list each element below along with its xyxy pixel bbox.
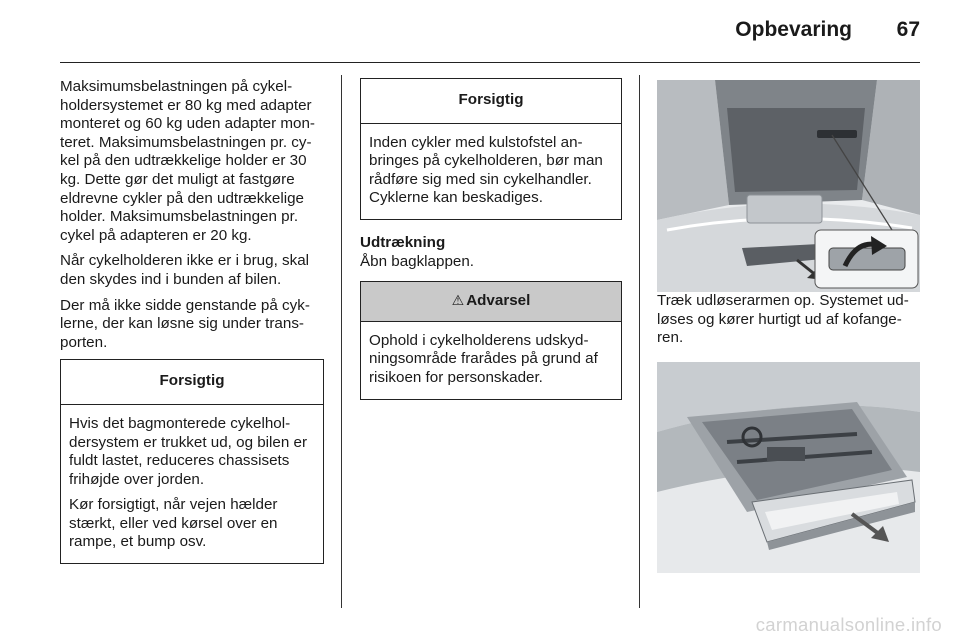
warning-icon: ⚠ xyxy=(451,292,465,309)
caution-title: Forsigtig xyxy=(61,360,323,405)
bike-carrier-extended-illustration xyxy=(657,362,920,573)
warning-text: Ophold i cykelholderens udskydningsområde frarådes på grund af risikoen for personskader. xyxy=(369,331,598,386)
column-1 xyxy=(60,78,324,578)
column-divider xyxy=(341,75,342,608)
caution-text: Kør forsigtigt, når vejen hælder stærkt, eller ved kørsel over en rampe, et bump osv. xyxy=(69,496,278,551)
caution-text: Hvis det bagmonterede cykelholdersystem er trukket ud, og bilen er fuldt lastet, reduceres chassisets frihøjde over jorden. xyxy=(69,414,308,488)
page-title: Opbevaring xyxy=(735,18,852,41)
caution-title: Forsigtig xyxy=(361,79,621,124)
figure-caption: Træk udløserarmen op. Systemet udløses og kører hurtigt ud af kofangeren. xyxy=(657,292,909,347)
column-2 xyxy=(360,78,622,414)
warning-body xyxy=(361,322,621,399)
warning-header xyxy=(361,282,621,322)
tailgate-release-illustration xyxy=(657,80,920,292)
paragraph-stow: Når cykelholderen ikke er i brug, skal den skydes ind i bunden af bilen. xyxy=(60,252,310,288)
column-3 xyxy=(657,78,920,573)
section-text: Åbn bagklappen. xyxy=(360,252,475,270)
warning-box xyxy=(360,281,622,399)
watermark: carmanualsonline.info xyxy=(755,614,942,635)
page-header xyxy=(60,0,920,63)
warning-title: Advarsel xyxy=(466,292,531,310)
caution-box-carbon-frames xyxy=(360,78,622,220)
column-divider xyxy=(639,75,640,608)
caution-body xyxy=(361,124,621,219)
caution-body xyxy=(61,405,323,563)
section-title: Udtrækning xyxy=(360,233,446,251)
paragraph-loose-items: Der må ikke sidde genstande på cyklerne, der kan løsne sig under transporten. xyxy=(60,296,310,351)
caution-text: Inden cykler med kulstofstel anbringes på cykelholderen, bør man rådføre sig med sin cykelhandler. Cyklerne kan beskadiges. xyxy=(369,133,603,207)
caution-box-ground-clearance xyxy=(60,359,324,564)
page-number: 67 xyxy=(896,18,920,41)
paragraph-load-limits: Maksimumsbelastningen på cykelholdersystemet er 80 kg med adapter monteret og 60 kg uden adapter monteret. Maksimumsbelastningen pr. cykel på den udtrækkelige holder er 30 kg. Dette gør det muligt at fastgøre eldrevne cykler på den udtrækkelige holder. Maksimumsbelastningen pr. cykel på adapteren er 20 kg. xyxy=(60,78,315,244)
